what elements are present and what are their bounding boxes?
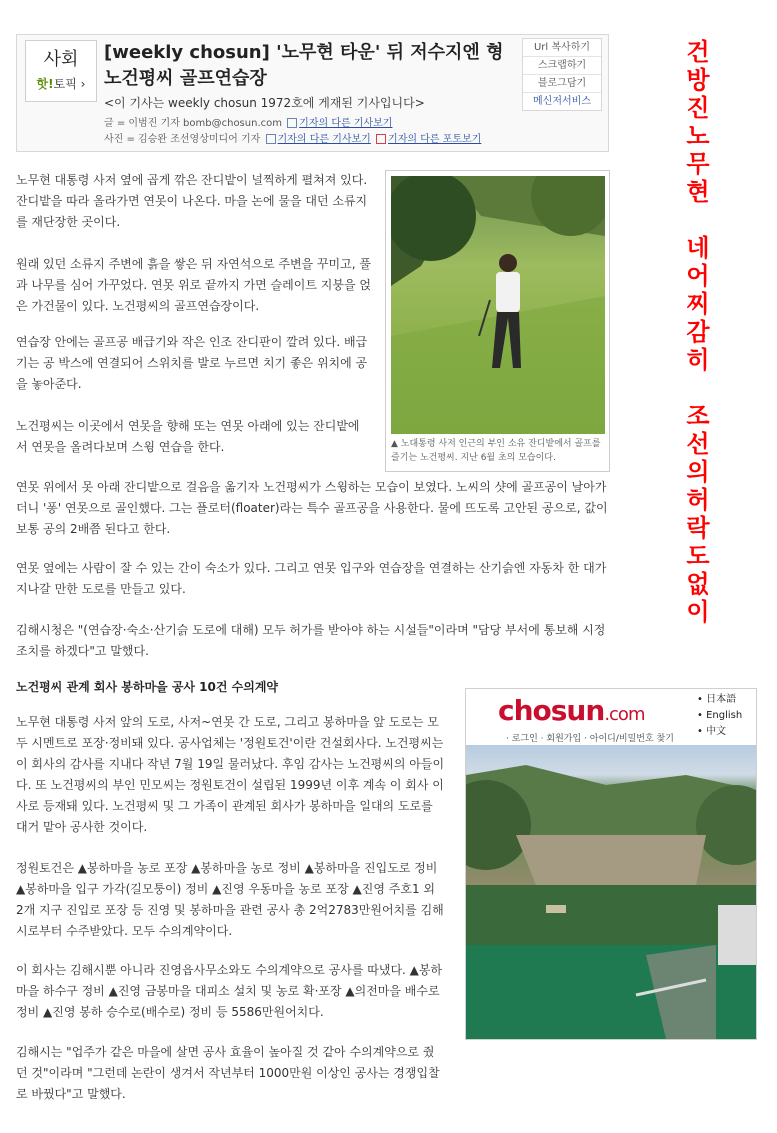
red-char: 방 xyxy=(686,66,710,94)
lang-chinese-link[interactable]: • 中文 xyxy=(697,726,727,737)
messenger-button[interactable]: 메신저서비스 xyxy=(533,96,591,107)
red-vertical-annotation xyxy=(683,38,713,626)
photographer-photos-link[interactable]: 기자의 다른 포토보기 xyxy=(388,134,482,145)
paragraph-9: 정원토건은 ▲봉하마을 농로 포장 ▲봉하마을 농로 정비 ▲봉하마을 진입도로 정비 ▲봉하마을 입구 가각(길모퉁이) 정비 ▲진영 우동마을 농로 포장 ▲진영 주호1 외 2개 지구 진입로 포장 등 진영 및 봉하마을 관련 공사 총 2억2783만원어치를 김해시로부터 수주받았다. 모두 수의계약이다. xyxy=(16,861,444,938)
reservoir-photo xyxy=(466,745,756,1039)
chosun-logo[interactable] xyxy=(498,694,644,727)
hot-topic-link[interactable] xyxy=(26,75,96,92)
paragraph-1: 노무현 대통령 사저 옆에 곱게 깎은 잔디밭이 널찍하게 펼쳐져 있다. 잔디밭을 따라 올라가면 연못이 나온다. 마을 논에 물을 대던 소류지를 재단장한 곳이다. xyxy=(16,173,368,229)
paragraph-7: 김해시청은 "(연습장·숙소·산기슭 도로에 대해) 모두 허가를 받아야 하는 시설들"이라며 "담당 부서에 통보해 시정조치를 하겠다"고 말했다. xyxy=(16,623,606,658)
red-char: 이 xyxy=(686,598,710,626)
red-char: 네 xyxy=(686,234,710,262)
hot-prefix: 핫! xyxy=(36,77,54,91)
red-char: 노 xyxy=(686,122,710,150)
hot-topic-label: 토픽 › xyxy=(53,77,86,91)
paragraph-11: 김해시는 "업주가 같은 마을에 살면 공사 효율이 높아질 것 같아 수의계약으로 줬던 것"이라며 "그런데 논란이 생겨서 작년부터 1000만원 이상인 공사는 경쟁입찰로 바꿨다"고 말했다. xyxy=(16,1045,440,1101)
byline-photographer xyxy=(104,130,481,145)
golf-photo[interactable] xyxy=(391,176,605,434)
paragraph-4: 노건평씨는 이곳에서 연못을 향해 또는 연못 아래에 있는 잔디밭에서 연못을 올려다보며 스윙 연습을 한다. xyxy=(16,419,360,454)
section-box[interactable] xyxy=(25,40,97,102)
red-char: 의 xyxy=(686,458,710,486)
reservoir-photo-art xyxy=(466,745,756,1039)
red-char: 도 xyxy=(686,542,710,570)
red-char: 찌 xyxy=(686,290,710,318)
byline-writer xyxy=(104,114,392,129)
red-char: 없 xyxy=(686,570,710,598)
lang-english-link[interactable]: • English xyxy=(697,710,743,721)
paragraph-2: 원래 있던 소류지 주변에 흙을 쌓은 뒤 자연석으로 주변을 꾸미고, 풀과 나무를 심어 가꾸었다. 연못 위로 끝까지 가면 슬레이트 지붕을 얹은 가건물이 있다. 노건평씨의 골프연습장이다. xyxy=(16,257,371,313)
scrap-button[interactable]: 스크랩하기 xyxy=(523,57,601,75)
paragraph-3: 연습장 안에는 골프공 배급기와 작은 인조 잔디판이 깔려 있다. 배급기는 공 박스에 연결되어 스위치를 발로 누르면 치기 좋은 위치에 공을 놓아준다. xyxy=(16,335,368,391)
copy-url-button[interactable]: Url 복사하기 xyxy=(523,39,601,57)
blog-button[interactable]: 블로그담기 xyxy=(523,75,601,93)
red-char: 허 xyxy=(686,486,710,514)
red-char: 락 xyxy=(686,514,710,542)
byline-writer-text: 글 = 이범진 기자 bomb@chosun.com xyxy=(104,118,282,129)
paragraph-8: 노무현 대통령 사저 앞의 도로, 사저~연못 간 도로, 그리고 봉하마을 앞 도로는 모두 시멘트로 포장·정비돼 있다. 공사업체는 '정원토건'이란 건설회사다. 노건평씨는 이 회사의 감사를 지내다 작년 7월 19일 물러났다. 후임 감사는 노건평씨의 아들이다. 또 노건평씨의 부인 민모씨는 정원토건이 설립된 1999년 이후 계속 이 회사 이사로 등재돼 있다. 노건평씨 및 그 가족이 관계된 회사가 봉하마을 일대의 도로를 대거 맡아 공사한 것이다. xyxy=(16,715,445,834)
subtitle: <이 기사는 weekly chosun 1972호에 게재된 기사입니다> xyxy=(104,96,425,110)
red-char: 건 xyxy=(686,38,710,66)
writer-articles-link[interactable]: 기자의 다른 기사보기 xyxy=(299,118,393,129)
logo-text: chosun xyxy=(498,694,605,727)
language-links xyxy=(697,692,755,740)
red-char: 히 xyxy=(686,346,710,374)
red-spacer xyxy=(683,374,713,402)
paragraph-10: 이 회사는 김해시뿐 아니라 진영읍사무소와도 수의계약으로 공사를 따냈다. ▲봉하마을 하수구 정비 ▲진영 금봉마을 대피소 설치 및 농로 확·포장 ▲의전마을 배수로 정비 ▲진영 봉하 승수로(배수로) 정비 등 5586만원어치다. xyxy=(16,963,443,1019)
article-list-icon xyxy=(266,134,276,144)
red-char: 진 xyxy=(686,94,710,122)
photographer-articles-link[interactable]: 기자의 다른 기사보기 xyxy=(277,134,371,145)
ad-account-links[interactable]: · 로그인 · 회원가입 · 아이디/비밀번호 찾기 xyxy=(506,734,674,744)
red-char: 조 xyxy=(686,402,710,430)
golf-photo-art xyxy=(391,176,605,434)
article-tools xyxy=(522,38,602,111)
camera-icon xyxy=(376,134,386,144)
photo-caption: ▲ 노대통령 사저 인근의 부인 소유 잔디밭에서 골프를 즐기는 노건평씨. 지난 6월 초의 모습이다. xyxy=(391,439,601,463)
red-spacer xyxy=(683,206,713,234)
subheading: 노건평씨 관계 회사 봉하마을 공사 10건 수의계약 xyxy=(16,680,279,694)
red-char: 현 xyxy=(686,178,710,206)
paragraph-5: 연못 위에서 못 아래 잔디밭으로 걸음을 옮기자 노건평씨가 스윙하는 모습이 보였다. 노씨의 샷에 골프공이 날아가더니 '퐁' 연못으로 골인했다. 그는 플로터(floater)라는 특수 골프공을 사용한다. 물에 뜨도록 고안된 공으로, 값이 보통 공의 2배쯤 된다고 한다. xyxy=(16,480,608,536)
red-char: 어 xyxy=(686,262,710,290)
section-label: 사회 xyxy=(43,49,79,70)
byline-photographer-text: 사진 = 김승완 조선영상미디어 기자 xyxy=(104,134,261,145)
headline: [weekly chosun] '노무현 타운' 뒤 저수지엔 형 노건평씨 골프연습장 xyxy=(104,42,504,89)
logo-suffix: .com xyxy=(604,704,645,725)
red-char: 감 xyxy=(686,318,710,346)
article-list-icon xyxy=(287,118,297,128)
paragraph-6: 연못 옆에는 사람이 잘 수 있는 간이 숙소가 있다. 그리고 연못 입구와 연습장을 연결하는 산기슭엔 자동차 한 대가 지나갈 만한 도로를 만들고 있다. xyxy=(16,561,607,596)
lang-japanese-link[interactable]: • 日本語 xyxy=(697,694,737,705)
red-char: 무 xyxy=(686,150,710,178)
red-char: 선 xyxy=(686,430,710,458)
